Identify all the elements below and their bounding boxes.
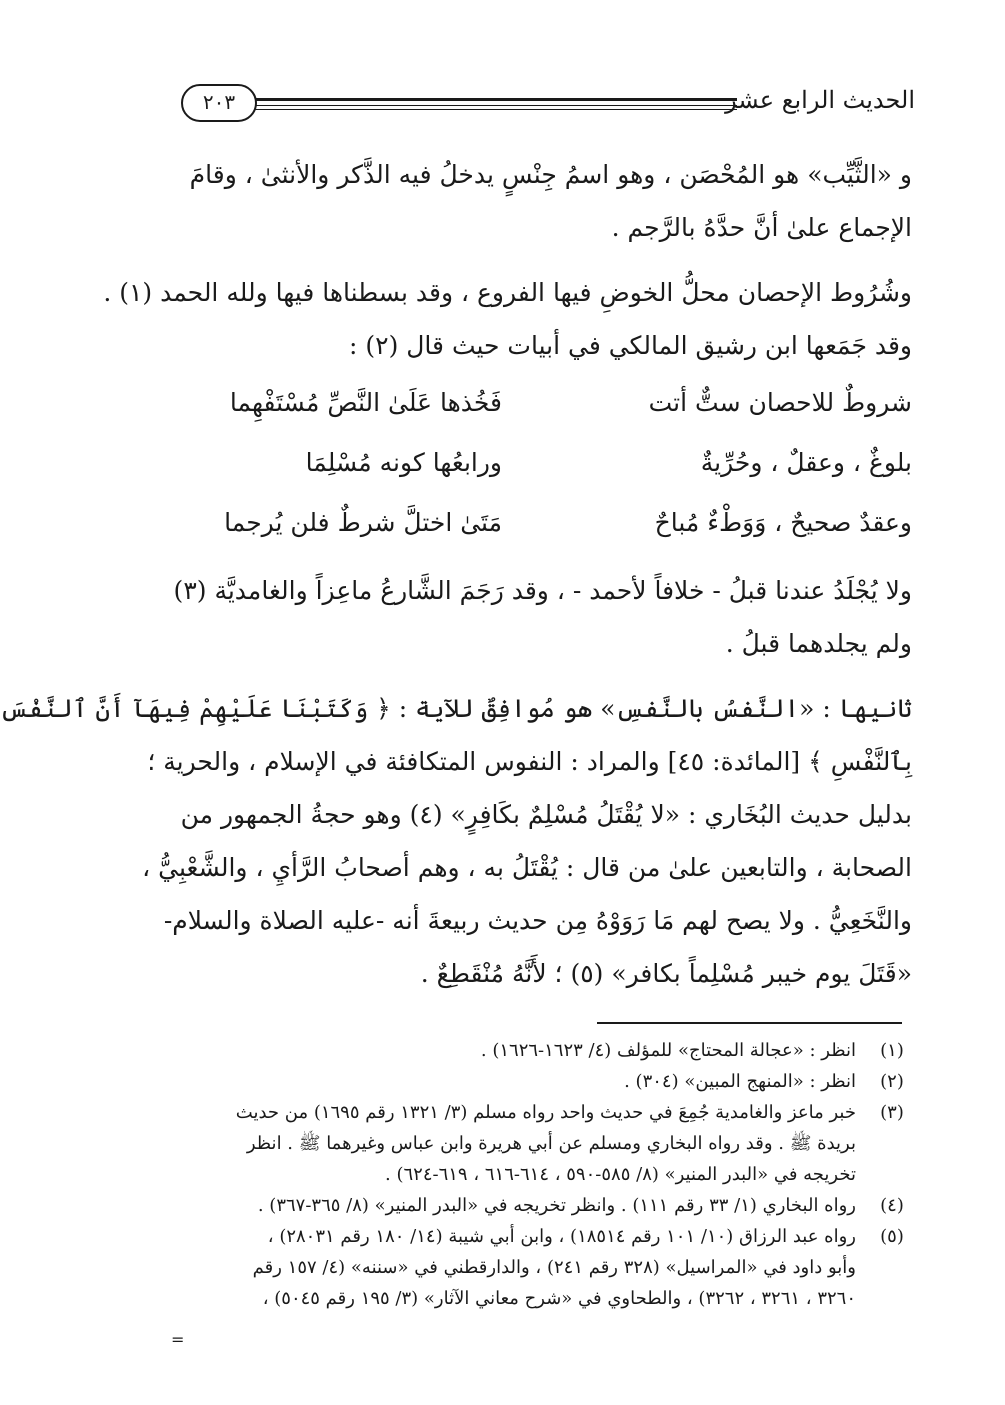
text-line: بدليل حديث البُخَاري : «لا يُقْتَلُ مُسْلِمٌ بكَافِرٍ» (٤) وهو حجةُ الجمهور من <box>180 800 912 829</box>
footnote-text: تخريجه في «البدر المنير» (٨/ ٥٨٥-٥٩٠ ، ٦١٤-٦١٦ ، ٦١٩-٦٢٤) . <box>385 1164 856 1185</box>
text-line: وشُرُوط الإحصان محلُّ الخوضِ فيها الفروع ، وقد بسطناها فيها ولله الحمد (١) . <box>103 278 912 307</box>
header-rule-thin <box>245 105 737 106</box>
text-line: الإجماع علىٰ أنَّ حدَّهُ بالرَّجم . <box>611 213 912 242</box>
footnote-text: انظر : «المنهج المبين» (٣٠٤) . <box>624 1071 856 1092</box>
text-line: ثانيها : «النَّفسُ بالنَّفسِ» هو مُوافِقٌ للآية : ﴿ وَكَتَبْنَا عَلَيْهِمْ فِيهَآ أَنَّ ٱلنَّفْسَ <box>0 694 912 723</box>
footnote-text: رواه عبد الرزاق (١٠/ ١٠١ رقم ١٨٥١٤) ، وابن أبي شيبة (١٤/ ١٨٠ رقم ٢٨٠٣١) ، <box>267 1226 856 1247</box>
continuation-mark: = <box>171 1330 185 1349</box>
footnote-text: خبر ماعز والغامدية جُمِعَ في حديث واحد رواه مسلم (٣/ ١٣٢١ رقم ١٦٩٥) من حديث <box>235 1102 856 1123</box>
footnote <box>167 1221 912 1314</box>
footnote-number: (٥) <box>880 1226 904 1247</box>
text-line: ولا يُجْلَدُ عندنا قبلُ - خلافاً لأحمد - ، وقد رَجَمَ الشَّارعُ ماعِزاً والغامديَّة (٣) <box>173 576 912 605</box>
footnote-separator <box>597 1022 902 1024</box>
verse-line <box>172 378 912 438</box>
footnote-text: ٣٢٦٠ ، ٣٢٦١ ، ٣٢٦٢) ، والطحاوي في «شرح معاني الآثار» (٣/ ١٩٥ رقم ٥٠٤٥) ، <box>262 1288 856 1309</box>
page-header <box>175 78 915 128</box>
verse-second-hemistich: ورابعُها كونه مُسْلِمَا <box>305 448 502 477</box>
text-line: ولم يجلدهما قبلُ . <box>725 629 912 658</box>
text-line: بِٱلنَّفْسِ ﴾ [المائدة: ٤٥] والمراد : النفوس المتكافئة في الإسلام ، والحرية ؛ <box>147 747 912 776</box>
footnote-number: (١) <box>880 1040 904 1061</box>
footnotes <box>167 1035 912 1314</box>
text-line: وقد جَمَعها ابن رشيق المالكي في أبيات حيث قال (٢) : <box>349 331 912 360</box>
text-line: و «الثَّيِّب» هو المُحْصَن ، وهو اسمُ جِنْسٍ يدخلُ فيه الذَّكر والأنثىٰ ، وقامَ <box>189 160 912 189</box>
footnote-number: (٣) <box>880 1102 904 1123</box>
verse-line <box>172 498 912 558</box>
verse-first-hemistich: وعقدٌ صحيحٌ ، وَوَطْءٌ مُباحٌ <box>654 508 912 537</box>
verse-second-hemistich: فَخُذها عَلَىٰ النَّصِّ مُسْتَفْهِما <box>229 388 502 417</box>
footnote <box>167 1035 912 1066</box>
verse-first-hemistich: شروطٌ للاحصان ستٌّ أتت <box>648 388 912 417</box>
footnote-number: (٤) <box>880 1195 904 1216</box>
page-number-badge: ٢٠٣ <box>181 84 257 122</box>
text-line: الصحابة ، والتابعين علىٰ من قال : يُقْتَلُ به ، وهم أصحابُ الرَّأيِ ، والشَّعْبِيُّ ، <box>142 853 912 882</box>
header-rule-thin <box>245 109 737 110</box>
footnote-text: انظر : «عجالة المحتاج» للمؤلف (٤/ ١٦٢٣-١٦٢٦) . <box>480 1040 856 1061</box>
verse-line <box>172 438 912 498</box>
footnote <box>167 1066 912 1097</box>
footnote-text: وأبو داود في «المراسيل» (٣٢٨ رقم ٢٤١) ، والدارقطني في «سننه» (٤/ ١٥٧ رقم <box>252 1257 856 1278</box>
header-rule <box>245 98 737 101</box>
poem-verses <box>172 378 912 558</box>
footnote <box>167 1190 912 1221</box>
main-text <box>0 148 912 1000</box>
footnote <box>167 1097 912 1190</box>
verse-first-hemistich: بلوغٌ ، وعقلٌ ، وحُرِّيةٌ <box>700 448 912 477</box>
text-line: والنَّخَعِيُّ . ولا يصح لهم مَا رَوَوْهُ مِن حديث ربيعةَ أنه -عليه الصلاة والسلام- <box>163 906 912 935</box>
footnote-number: (٢) <box>880 1071 904 1092</box>
footnote-text: رواه البخاري (١/ ٣٣ رقم ١١١) . وانظر تخريجه في «البدر المنير» (٨/ ٣٦٥-٣٦٧) . <box>257 1195 856 1216</box>
footnote-text: بريدة ﷺ . وقد رواه البخاري ومسلم عن أبي هريرة وابن عباس وغيرهما ﷺ . انظر <box>246 1133 856 1154</box>
text-line: «قَتَلَ يوم خيبر مُسْلِماً بكافر» (٥) ؛ لأَنَّهُ مُنْقَطِعٌ . <box>420 959 912 988</box>
running-title: الحديث الرابع عشر <box>725 86 915 114</box>
verse-second-hemistich: مَتَىٰ اختلَّ شرطٌ فلن يُرجما <box>224 508 502 537</box>
